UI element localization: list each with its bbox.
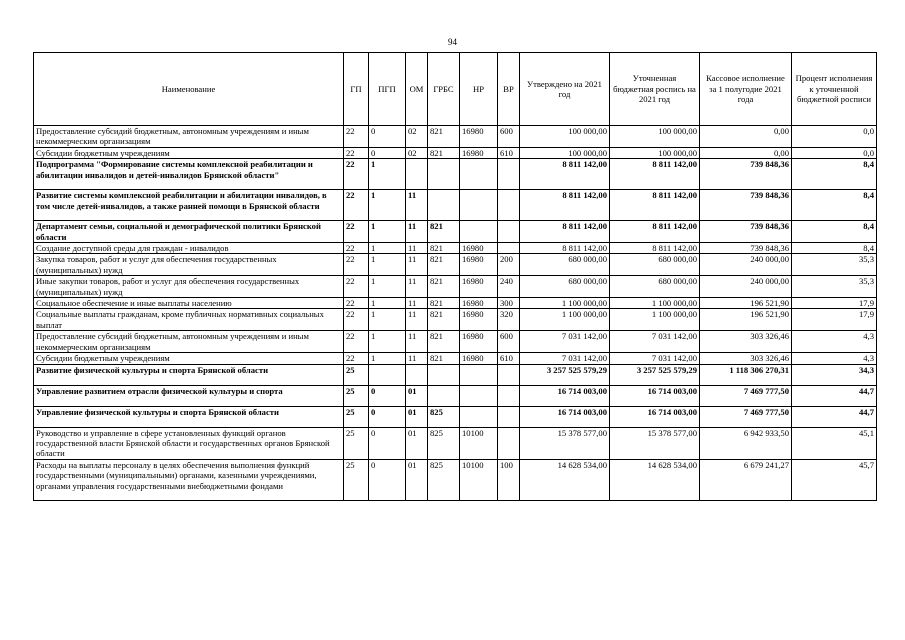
cell-percent: 17,9	[792, 309, 877, 331]
cell-gp: 22	[344, 243, 369, 254]
cell-refined: 14 628 534,00	[610, 459, 700, 500]
cell-refined: 8 811 142,00	[610, 190, 700, 221]
cell-om: 11	[406, 254, 428, 276]
cell-np	[460, 385, 498, 406]
cell-ppgp: 0	[369, 406, 406, 427]
cell-approved: 100 000,00	[520, 147, 610, 158]
cell-gp: 22	[344, 298, 369, 309]
cell-approved: 1 100 000,00	[520, 298, 610, 309]
cell-gp: 22	[344, 159, 369, 190]
cell-vr: 610	[498, 147, 520, 158]
cell-percent: 35,3	[792, 254, 877, 276]
cell-om: 01	[406, 385, 428, 406]
cell-approved: 680 000,00	[520, 254, 610, 276]
cell-np: 16980	[460, 147, 498, 158]
cell-refined: 3 257 525 579,29	[610, 364, 700, 385]
cell-vr	[498, 406, 520, 427]
cell-refined: 8 811 142,00	[610, 243, 700, 254]
cell-ppgp: 1	[369, 331, 406, 353]
cell-om: 11	[406, 309, 428, 331]
page-number: 94	[448, 37, 457, 47]
cell-np: 16980	[460, 353, 498, 364]
cell-grbs: 821	[428, 147, 460, 158]
cell-cash: 1 118 306 270,31	[700, 364, 792, 385]
cell-name: Подпрограмма "Формирование системы комплексной реабилитации и абилитации инвалидов и детей-инвалидов Брянской области"	[34, 159, 344, 190]
table-row	[34, 147, 877, 158]
cell-cash: 7 469 777,50	[700, 406, 792, 427]
cell-refined: 8 811 142,00	[610, 221, 700, 243]
cell-cash: 739 848,36	[700, 243, 792, 254]
table-row	[34, 331, 877, 353]
cell-grbs: 821	[428, 126, 460, 148]
header-cash: Кассовое исполнение за 1 полугодие 2021 года	[700, 53, 792, 126]
table-row	[34, 190, 877, 221]
cell-percent: 8,4	[792, 159, 877, 190]
cell-approved: 7 031 142,00	[520, 353, 610, 364]
cell-refined: 16 714 003,00	[610, 406, 700, 427]
budget-table	[33, 52, 877, 501]
cell-approved: 14 628 534,00	[520, 459, 610, 500]
cell-np	[460, 159, 498, 190]
cell-name: Субсидии бюджетным учреждениям	[34, 147, 344, 158]
cell-ppgp	[369, 364, 406, 385]
cell-vr: 240	[498, 276, 520, 298]
cell-vr	[498, 221, 520, 243]
header-np: НР	[460, 53, 498, 126]
cell-vr	[498, 385, 520, 406]
cell-gp: 25	[344, 364, 369, 385]
cell-grbs: 821	[428, 276, 460, 298]
cell-om: 02	[406, 126, 428, 148]
cell-gp: 22	[344, 353, 369, 364]
cell-vr	[498, 243, 520, 254]
cell-ppgp: 1	[369, 353, 406, 364]
cell-name: Закупка товаров, работ и услуг для обеспечения государственных (муниципальных) нужд	[34, 254, 344, 276]
cell-name: Руководство и управление в сфере установленных функций органов государственной власти Брянской области и государственных органов Брянской области	[34, 427, 344, 459]
cell-np	[460, 364, 498, 385]
cell-name: Социальные выплаты гражданам, кроме публичных нормативных социальных выплат	[34, 309, 344, 331]
table-row	[34, 353, 877, 364]
cell-refined: 100 000,00	[610, 126, 700, 148]
cell-cash: 0,00	[700, 147, 792, 158]
header-vr: ВР	[498, 53, 520, 126]
cell-name: Субсидии бюджетным учреждениям	[34, 353, 344, 364]
cell-refined: 8 811 142,00	[610, 159, 700, 190]
cell-grbs	[428, 385, 460, 406]
table-row	[34, 459, 877, 500]
cell-np	[460, 406, 498, 427]
cell-name: Предоставление субсидий бюджетным, автономным учреждениям и иным некоммерческим организациям	[34, 126, 344, 148]
cell-vr	[498, 427, 520, 459]
table-row	[34, 406, 877, 427]
cell-cash: 240 000,00	[700, 254, 792, 276]
cell-cash: 739 848,36	[700, 159, 792, 190]
cell-np: 16980	[460, 243, 498, 254]
cell-percent: 17,9	[792, 298, 877, 309]
cell-cash: 739 848,36	[700, 221, 792, 243]
cell-grbs: 825	[428, 427, 460, 459]
cell-gp: 22	[344, 126, 369, 148]
cell-percent: 35,3	[792, 276, 877, 298]
cell-cash: 303 326,46	[700, 331, 792, 353]
cell-refined: 100 000,00	[610, 147, 700, 158]
cell-ppgp: 1	[369, 221, 406, 243]
cell-refined: 7 031 142,00	[610, 353, 700, 364]
table-row	[34, 309, 877, 331]
cell-om: 02	[406, 147, 428, 158]
cell-cash: 0,00	[700, 126, 792, 148]
cell-refined: 680 000,00	[610, 254, 700, 276]
cell-grbs: 821	[428, 254, 460, 276]
cell-grbs: 821	[428, 243, 460, 254]
cell-grbs: 821	[428, 221, 460, 243]
cell-ppgp: 0	[369, 427, 406, 459]
cell-percent: 44,7	[792, 385, 877, 406]
cell-refined: 7 031 142,00	[610, 331, 700, 353]
table-header-row	[34, 53, 877, 126]
cell-refined: 15 378 577,00	[610, 427, 700, 459]
cell-name: Расходы на выплаты персоналу в целях обеспечения выполнения функций государственными (муниципальными) органами, казенными учреждениями, органами управления государственными внебюджетными фондами	[34, 459, 344, 500]
cell-ppgp: 1	[369, 254, 406, 276]
cell-percent: 45,7	[792, 459, 877, 500]
cell-approved: 680 000,00	[520, 276, 610, 298]
cell-percent: 44,7	[792, 406, 877, 427]
cell-cash: 303 326,46	[700, 353, 792, 364]
cell-om: 11	[406, 190, 428, 221]
cell-refined: 680 000,00	[610, 276, 700, 298]
cell-om: 11	[406, 298, 428, 309]
table-row	[34, 221, 877, 243]
cell-approved: 8 811 142,00	[520, 243, 610, 254]
cell-cash: 6 679 241,27	[700, 459, 792, 500]
cell-np: 16980	[460, 276, 498, 298]
cell-grbs: 825	[428, 406, 460, 427]
cell-ppgp: 1	[369, 190, 406, 221]
cell-gp: 22	[344, 221, 369, 243]
cell-gp: 25	[344, 427, 369, 459]
cell-grbs: 821	[428, 331, 460, 353]
cell-grbs: 821	[428, 353, 460, 364]
table-row	[34, 364, 877, 385]
cell-vr: 610	[498, 353, 520, 364]
cell-name: Предоставление субсидий бюджетным, автономным учреждениям и иным некоммерческим организациям	[34, 331, 344, 353]
cell-om: 11	[406, 353, 428, 364]
cell-ppgp: 1	[369, 243, 406, 254]
cell-cash: 196 521,90	[700, 309, 792, 331]
cell-approved: 100 000,00	[520, 126, 610, 148]
cell-np: 10100	[460, 427, 498, 459]
cell-approved: 16 714 003,00	[520, 406, 610, 427]
cell-refined: 16 714 003,00	[610, 385, 700, 406]
cell-np: 16980	[460, 298, 498, 309]
cell-om: 01	[406, 427, 428, 459]
cell-om: 01	[406, 406, 428, 427]
cell-cash: 196 521,90	[700, 298, 792, 309]
cell-np: 16980	[460, 309, 498, 331]
table-row	[34, 385, 877, 406]
table-body	[34, 126, 877, 501]
cell-np: 16980	[460, 126, 498, 148]
cell-cash: 7 469 777,50	[700, 385, 792, 406]
cell-om: 01	[406, 459, 428, 500]
cell-gp: 22	[344, 254, 369, 276]
table-row	[34, 243, 877, 254]
cell-cash: 6 942 933,50	[700, 427, 792, 459]
cell-percent: 4,3	[792, 331, 877, 353]
cell-approved: 16 714 003,00	[520, 385, 610, 406]
cell-grbs	[428, 159, 460, 190]
cell-percent: 4,3	[792, 353, 877, 364]
cell-cash: 739 848,36	[700, 190, 792, 221]
cell-percent: 45,1	[792, 427, 877, 459]
cell-ppgp: 0	[369, 385, 406, 406]
cell-percent: 0,0	[792, 147, 877, 158]
table-row	[34, 159, 877, 190]
cell-ppgp: 0	[369, 147, 406, 158]
cell-gp: 22	[344, 147, 369, 158]
header-percent: Процент исполнения к уточненной бюджетной росписи	[792, 53, 877, 126]
table-row	[34, 126, 877, 148]
cell-grbs: 821	[428, 309, 460, 331]
cell-ppgp: 1	[369, 159, 406, 190]
cell-gp: 22	[344, 331, 369, 353]
cell-ppgp: 1	[369, 276, 406, 298]
cell-gp: 22	[344, 309, 369, 331]
cell-om: 11	[406, 331, 428, 353]
cell-refined: 1 100 000,00	[610, 298, 700, 309]
cell-approved: 8 811 142,00	[520, 190, 610, 221]
cell-np: 10100	[460, 459, 498, 500]
cell-np: 16980	[460, 331, 498, 353]
cell-grbs	[428, 190, 460, 221]
cell-name: Развитие системы комплексной реабилитации и абилитации инвалидов, в том числе детей-инвалидов, а также ранней помощи в Брянской области	[34, 190, 344, 221]
cell-grbs	[428, 364, 460, 385]
cell-gp: 25	[344, 406, 369, 427]
cell-np	[460, 221, 498, 243]
cell-approved: 8 811 142,00	[520, 159, 610, 190]
header-name: Наименование	[34, 53, 344, 126]
cell-approved: 1 100 000,00	[520, 309, 610, 331]
header-gp: ГП	[344, 53, 369, 126]
table-row	[34, 298, 877, 309]
cell-percent: 8,4	[792, 190, 877, 221]
cell-vr: 600	[498, 126, 520, 148]
cell-approved: 15 378 577,00	[520, 427, 610, 459]
cell-gp: 22	[344, 276, 369, 298]
cell-refined: 1 100 000,00	[610, 309, 700, 331]
cell-grbs: 825	[428, 459, 460, 500]
cell-gp: 22	[344, 190, 369, 221]
cell-vr: 200	[498, 254, 520, 276]
cell-ppgp: 0	[369, 459, 406, 500]
cell-cash: 240 000,00	[700, 276, 792, 298]
cell-om	[406, 364, 428, 385]
header-grbs: ГРБС	[428, 53, 460, 126]
cell-name: Управление развитием отрасли физической культуры и спорта	[34, 385, 344, 406]
table-row	[34, 427, 877, 459]
cell-om	[406, 159, 428, 190]
cell-om: 11	[406, 276, 428, 298]
table-row	[34, 254, 877, 276]
cell-approved: 7 031 142,00	[520, 331, 610, 353]
cell-name: Создание доступной среды для граждан - инвалидов	[34, 243, 344, 254]
cell-grbs: 821	[428, 298, 460, 309]
cell-vr: 100	[498, 459, 520, 500]
cell-name: Управление физической культуры и спорта Брянской области	[34, 406, 344, 427]
cell-percent: 34,3	[792, 364, 877, 385]
cell-vr: 300	[498, 298, 520, 309]
cell-approved: 8 811 142,00	[520, 221, 610, 243]
cell-om: 11	[406, 243, 428, 254]
cell-percent: 0,0	[792, 126, 877, 148]
cell-approved: 3 257 525 579,29	[520, 364, 610, 385]
cell-np: 16980	[460, 254, 498, 276]
cell-vr: 320	[498, 309, 520, 331]
cell-percent: 8,4	[792, 243, 877, 254]
cell-vr: 600	[498, 331, 520, 353]
cell-gp: 25	[344, 385, 369, 406]
header-om: ОМ	[406, 53, 428, 126]
header-approved: Утверждено на 2021 год	[520, 53, 610, 126]
cell-vr	[498, 190, 520, 221]
cell-name: Социальное обеспечение и иные выплаты населению	[34, 298, 344, 309]
header-refined: Уточненная бюджетная роспись на 2021 год	[610, 53, 700, 126]
cell-name: Развитие физической культуры и спорта Брянской области	[34, 364, 344, 385]
cell-om: 11	[406, 221, 428, 243]
cell-percent: 8,4	[792, 221, 877, 243]
cell-ppgp: 1	[369, 298, 406, 309]
cell-np	[460, 190, 498, 221]
cell-name: Иные закупки товаров, работ и услуг для обеспечения государственных (муниципальных) нужд	[34, 276, 344, 298]
cell-vr	[498, 364, 520, 385]
cell-gp: 25	[344, 459, 369, 500]
cell-ppgp: 1	[369, 309, 406, 331]
cell-vr	[498, 159, 520, 190]
table-row	[34, 276, 877, 298]
cell-ppgp: 0	[369, 126, 406, 148]
cell-name: Департамент семьи, социальной и демографической политики Брянской области	[34, 221, 344, 243]
header-ppgp: ПГП	[369, 53, 406, 126]
